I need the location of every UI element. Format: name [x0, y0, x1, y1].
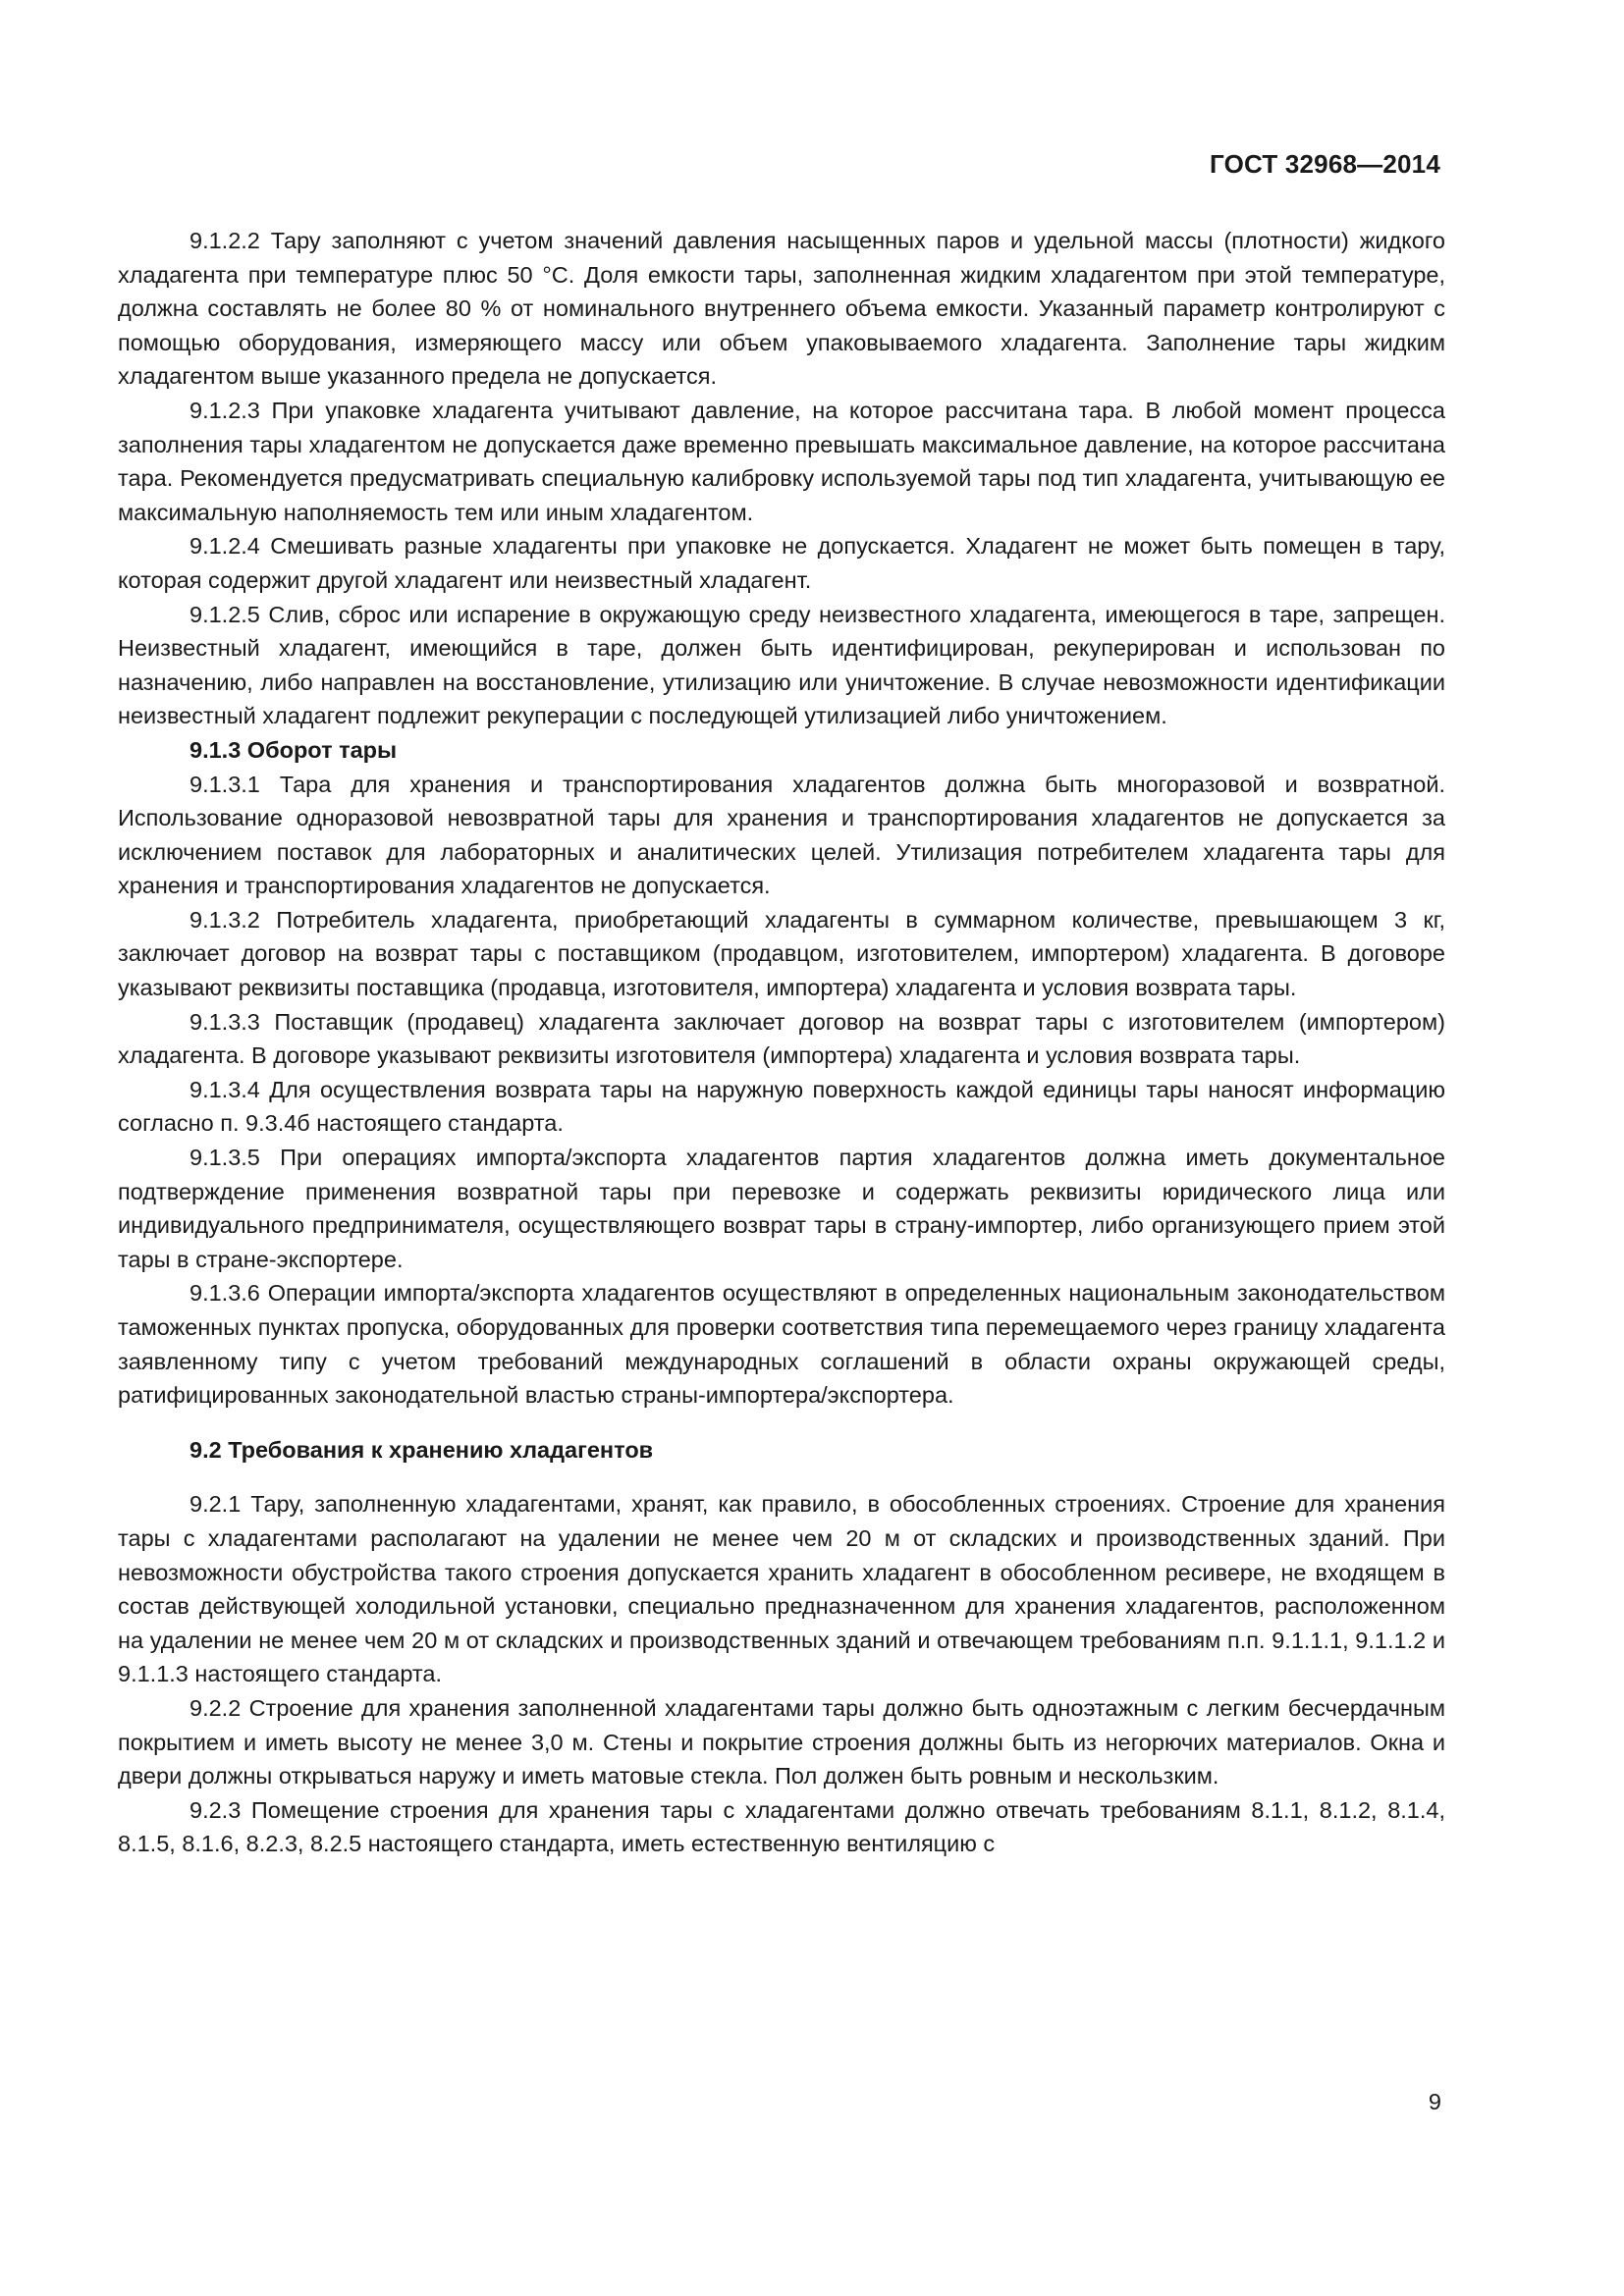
paragraph-9-1-3-6: 9.1.3.6 Операции импорта/экспорта хладагентов осуществляют в определенных национальным законодательством таможенных пунктах пропуска, оборудованных для проверки соответствия типа перемещаемого через границу хладагента заявленному типу с учетом требований международных соглашений в области охраны окружающей среды, ратифицированных законодательной властью страны-импортера/экспортера. — [118, 1280, 1445, 1409]
paragraph-9-1-3-2: 9.1.3.2 Потребитель хладагента, приобретающий хладагенты в суммарном количестве, превышающем 3 кг, заключает договор на возврат тары с поставщиком (продавцом, изготовителем, импортером) хладагента. В договоре указывают реквизиты поставщика (продавца, изготовителя, импортера) хладагента и условия возврата тары. — [118, 906, 1445, 1001]
paragraph-9-1-3-1: 9.1.3.1 Тара для хранения и транспортирования хладагентов должна быть многоразовой и возвратной. Использование одноразовой невозвратной тары для хранения и транспортирования хладагентов не допускается за исключением поставок для лабораторных и аналитических целей. Утилизация потребителем хладагента тары для хранения и транспортирования хладагентов не допускается. — [118, 771, 1445, 899]
paragraph-9-1-2-5: 9.1.2.5 Слив, сброс или испарение в окружающую среду неизвестного хладагента, имеющегося в таре, запрещен. Неизвестный хладагент, имеющийся в таре, должен быть идентифицирован, рекуперирован и использован по назначению, либо направлен на восстановление, утилизацию или уничтожение. В случае невозможности идентификации неизвестный хладагент подлежит рекуперации с последующей утилизацией либо уничтожением. — [118, 601, 1445, 729]
paragraph-9-1-3-4: 9.1.3.4 Для осуществления возврата тары на наружную поверхность каждой единицы тары наносят информацию согласно п. 9.3.4б настоящего стандарта. — [118, 1076, 1445, 1137]
document-body — [118, 224, 1445, 1861]
page-number: 9 — [1428, 2089, 1441, 2114]
paragraph-9-2-2: 9.2.2 Строение для хранения заполненной хладагентами тары должно быть одноэтажным с легким бесчердачным покрытием и иметь высоту не менее 3,0 м. Стены и покрытие строения должны быть из негорючих материалов. Окна и двери должны открываться наружу и иметь матовые стекла. Пол должен быть ровным и нескользким. — [118, 1694, 1445, 1789]
paragraph-9-1-2-4: 9.1.2.4 Смешивать разные хладагенты при упаковке не допускается. Хладагент не может быть помещен в тару, которая содержит другой хладагент или неизвестный хладагент. — [118, 533, 1445, 593]
paragraph-9-1-3-5: 9.1.3.5 При операциях импорта/экспорта хладагентов партия хладагентов должна иметь документальное подтверждение применения возвратной тары при перевозке и содержать реквизиты юридического лица или индивидуального предпринимателя, осуществляющего возврат тары в страну-импортер, либо организующего прием этой тары в стране-экспортере. — [118, 1145, 1445, 1272]
paragraph-9-1-3-3: 9.1.3.3 Поставщик (продавец) хладагента заключает договор на возврат тары с изготовителем (импортером) хладагента. В договоре указывают реквизиты изготовителя (импортера) хладагента и условия возврата тары. — [118, 1008, 1445, 1069]
paragraph-9-1-2-3: 9.1.2.3 При упаковке хладагента учитывают давление, на которое рассчитана тара. В любой момент процесса заполнения тары хладагентом не допускается даже временно превышать максимальное давление, на которое рассчитана тара. Рекомендуется предусматривать специальную калибровку используемой тары под тип хладагента, учитывающую ее максимальную наполняемость тем или иным хладагентом. — [118, 397, 1445, 525]
paragraph-9-1-2-2: 9.1.2.2 Тару заполняют с учетом значений давления насыщенных паров и удельной массы (плотности) жидкого хладагента при температуре плюс 50 °С. Доля емкости тары, заполненная жидким хладагентом при этой температуре, должна составлять не более 80 % от номинального внутреннего объема емкости. Указанный параметр контролируют с помощью оборудования, измеряющего массу или объем упаковываемого хладагента. Заполнение тары жидким хладагентом выше указанного предела не допускается. — [118, 228, 1445, 390]
section-heading-9-2: 9.2 Требования к хранению хладагентов — [189, 1436, 654, 1463]
paragraph-9-2-3: 9.2.3 Помещение строения для хранения тары с хладагентами должно отвечать требованиям 8.1.1, 8.1.2, 8.1.4, 8.1.5, 8.1.6, 8.2.3, 8.2.5 настоящего стандарта, иметь естественную вентиляцию с — [118, 1796, 1445, 1857]
document-header: ГОСТ 32968—2014 — [1210, 149, 1440, 179]
paragraph-9-2-1: 9.2.1 Тару, заполненную хладагентами, хранят, как правило, в обособленных строениях. Строение для хранения тары с хладагентами располагают на удалении не менее чем 20 м от складских и производственных зданий. При невозможности обустройства такого строения допускается хранить хладагент в обособленном ресивере, не входящем в состав действующей холодильной установки, специально предназначенном для хранения хладагентов, расположенном на удалении не менее чем 20 м от складских и производственных зданий и отвечающем требованиям п.п. 9.1.1.1, 9.1.1.2 и 9.1.1.3 настоящего стандарта. — [118, 1491, 1445, 1687]
section-heading-9-1-3: 9.1.3 Оборот тары — [189, 736, 398, 763]
